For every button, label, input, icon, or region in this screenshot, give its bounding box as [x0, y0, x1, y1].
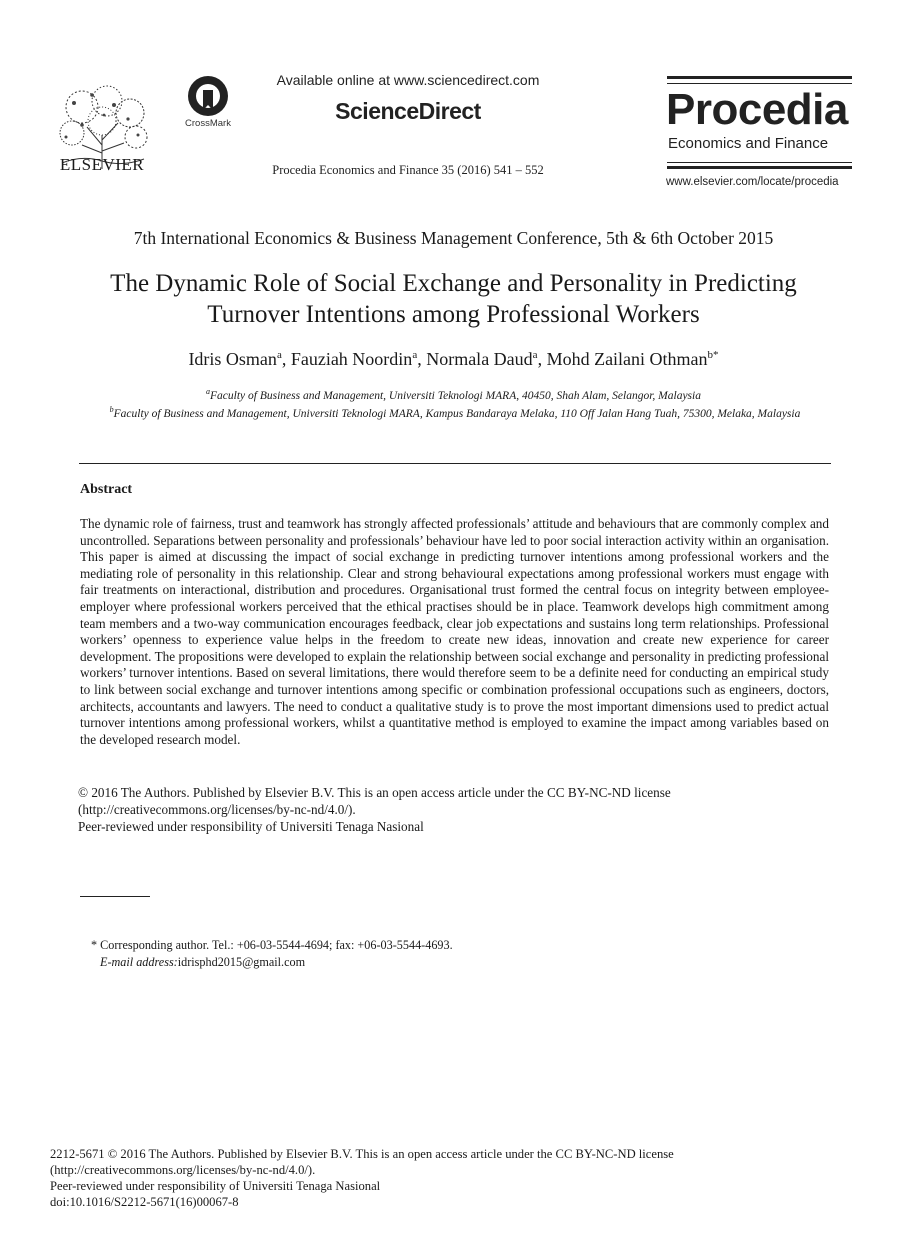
- elsevier-wordmark: ELSEVIER: [59, 155, 145, 174]
- section-divider: [79, 463, 831, 464]
- copyright-line: © 2016 The Authors. Published by Elsevier B.V. This is an open access article under the CC BY-NC-ND license: [78, 785, 671, 800]
- footer-peer-review: Peer-reviewed under responsibility of Universiti Tenaga Nasional: [50, 1179, 381, 1193]
- author-affiliation-marker: a: [412, 349, 418, 361]
- author-name: Idris Osman: [188, 349, 277, 369]
- footer-doi[interactable]: doi:10.1016/S2212-5671(16)00067-8: [50, 1195, 239, 1209]
- affiliation-a: [60, 387, 847, 402]
- sciencedirect-brand: ScienceDirect: [335, 98, 481, 124]
- procedia-title: Procedia: [666, 85, 848, 134]
- crossmark-label: CrossMark: [185, 118, 231, 129]
- procedia-rule: [667, 76, 852, 79]
- procedia-subtitle: Economics and Finance: [668, 135, 829, 152]
- author-affiliation-marker: a: [276, 349, 282, 361]
- affiliation-a-text: Faculty of Business and Management, Universiti Teknologi MARA, 40450, Shah Alam, Selangor, Malaysia: [210, 389, 701, 402]
- email-label: E-mail address:: [100, 955, 178, 969]
- procedia-rule: [667, 162, 852, 163]
- affiliation-b-marker: b: [109, 405, 114, 414]
- affiliation-b-text: Faculty of Business and Management, Universiti Teknologi MARA, Kampus Bandaraya Melaka, 110 Off Jalan Hang Tuah, 75300, Melaka, Malaysia: [113, 407, 801, 420]
- affiliation-b: [80, 402, 830, 422]
- peer-review-line: Peer-reviewed under responsibility of Universiti Tenaga Nasional: [78, 819, 424, 834]
- page-footer: [50, 1146, 750, 1210]
- affiliation-a-marker: a: [206, 387, 211, 396]
- author-list: [0, 349, 907, 370]
- author-separator: ,: [281, 349, 291, 369]
- author-affiliation-marker: a: [532, 349, 538, 361]
- author-name: Fauziah Noordin: [290, 349, 413, 369]
- paper-title-line2: Turnover Intentions among Professional Workers: [207, 301, 700, 328]
- license-link[interactable]: (http://creativecommons.org/licenses/by-nc-nd/4.0/).: [78, 802, 356, 817]
- conference-name: 7th International Economics & Business Management Conference, 5th & 6th October 2015: [133, 228, 774, 248]
- author-name: Mohd Zailani Othman: [546, 349, 708, 369]
- procedia-rule: [667, 166, 852, 169]
- procedia-url-link[interactable]: www.elsevier.com/locate/procedia: [666, 176, 839, 188]
- journal-reference: Procedia Economics and Finance 35 (2016) 541 – 552: [272, 163, 544, 177]
- abstract-heading: Abstract: [80, 482, 133, 497]
- email-link[interactable]: idrisphd2015@gmail.com: [177, 955, 306, 969]
- footer-license-link[interactable]: (http://creativecommons.org/licenses/by-nc-nd/4.0/).: [50, 1163, 316, 1177]
- author-affiliation-marker: b*: [707, 349, 719, 361]
- author-separator: ,: [537, 349, 547, 369]
- abstract-body: The dynamic role of fairness, trust and teamwork has strongly affected professionals’ attitude and behaviours that are commonly complex and uncontrolled. Separations between personality and professionals’ behaviour have led to poor social interaction activity within an organisation. This paper is aimed at discussing the impact of social exchange in predicting turnover intentions among professional workers and the mediating role of personality in this relationship. Clear and strong behavioural expectations among professional workers must engage with fair treatments on interactional, distribution and procedures. Organisational trust formed the central focus on integrity between employee-employer where professional workers perceived that the ethical practises should be in place. Teamwork develops high commitment among team members and a two-way communication encourages feedback, clear job expectations and sustains long term relationships. Professional workers’ openness to experience value helps in the freedom to create new ideas, innovation and create new experience for career development. The propositions were developed to explain the relationship between social exchange and personality in predicting professional workers’ turnover intentions. Based on several limitations, there would therefore seem to be a definite need for conducting an empirical study to link between social exchange and turnover intentions among specific or combination professional occupations such as engineers, doctors, architects, accountants and lawyers. The need to conduct a qualitative study is to prove the most important dimensions used to predict actual turnover intentions among professional workers, whilst a quantitative method is employed to examine the impact among variables based on the developed research model.: [80, 516, 829, 747]
- corresponding-author-note: * Corresponding author. Tel.: +06-03-5544-4694; fax: +06-03-5544-4693.: [91, 938, 453, 952]
- footer-issn-line: 2212-5671 © 2016 The Authors. Published by Elsevier B.V. This is an open access article under the CC BY-NC-ND license: [50, 1147, 674, 1161]
- available-online-text: Available online at www.sciencedirect.com: [276, 72, 540, 88]
- copyright-notice: [78, 784, 778, 835]
- email-address-note: [100, 955, 305, 970]
- paper-title: [60, 268, 847, 330]
- author-name: Normala Daud: [426, 349, 533, 369]
- paper-title-line1: The Dynamic Role of Social Exchange and Personality in Predicting: [110, 270, 797, 297]
- footnote-divider: [80, 896, 150, 897]
- author-separator: ,: [417, 349, 427, 369]
